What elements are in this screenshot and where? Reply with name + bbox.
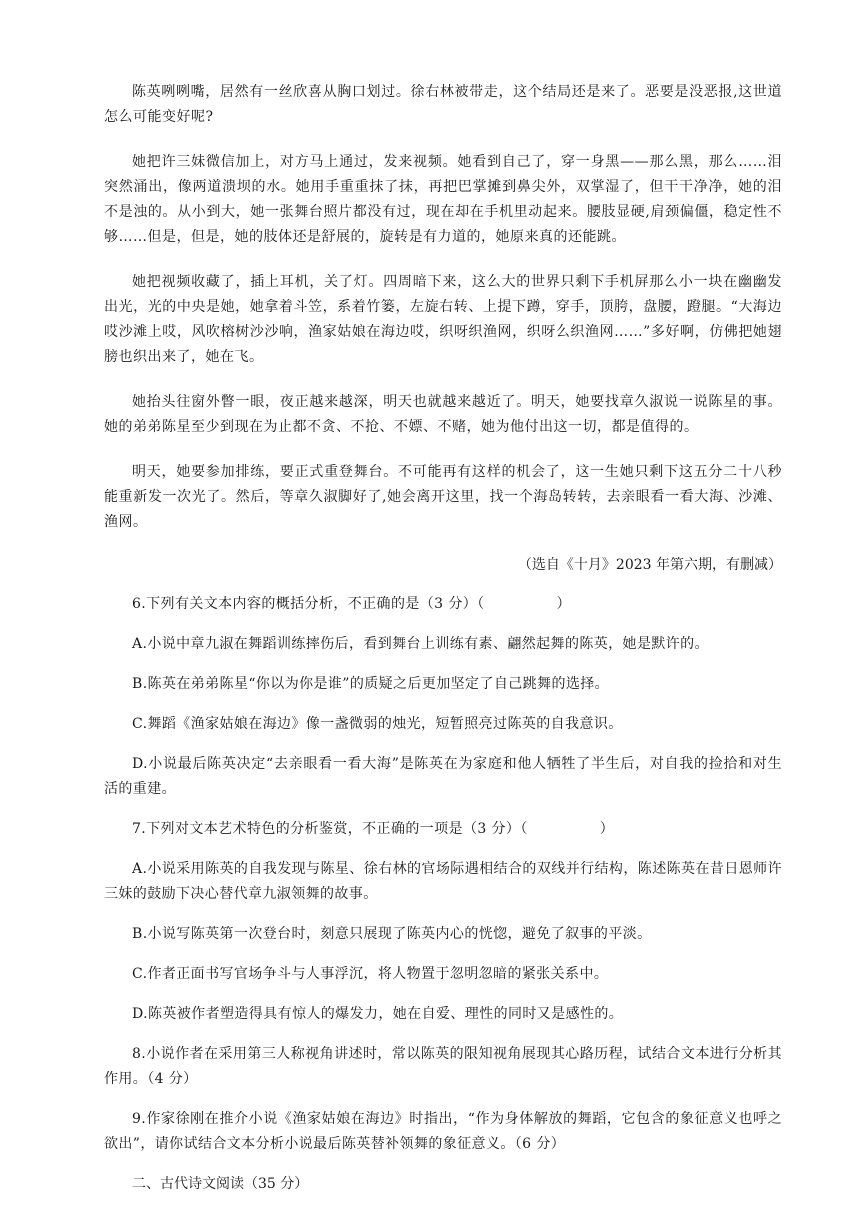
question-6-option-c: C.舞蹈《渔家姑娘在海边》像一盏微弱的烛光，短暂照亮过陈英的自我意识。 [132, 716, 623, 732]
question-6-option-b: B.陈英在弟弟陈星“你以为你是谁”的质疑之后更加坚定了自己跳舞的选择。 [132, 676, 610, 692]
story-paragraph-1: 陈英咧咧嘴，居然有一丝欣喜从胸口划过。徐右林被带走，这个结局还是来了。恶要是没恶报,这世道怎么可能变好呢? [104, 84, 782, 125]
story-paragraph-4: 她抬头往窗外瞥一眼，夜正越来越深，明天也就越来越近了。明天，她要找章久淑说一说陈星的事。她的弟弟陈星至少到现在为止都不贪、不抢、不嫖、不赌，她为他付出这一切，都是值得的。 [104, 394, 782, 435]
question-7-option-a: A.小说采用陈英的自我发现与陈星、徐右林的官场际遇相结合的双线并行结构，陈述陈英在昔日恩师许三妹的鼓励下决心替代章九淑领舞的故事。 [104, 861, 782, 902]
question-7-stem: 7.下列对文本艺术特色的分析鉴赏，不正确的一项是（3 分）（ ） [132, 821, 615, 837]
story-paragraph-5: 明天，她要参加排练，要正式重登舞台。不可能再有这样的机会了，这一生她只剩下这五分二十八秒能重新发一次光了。然后，等章久淑脚好了,她会离开这里，找一个海岛转转，去亲眼看一看大海、沙滩、渔网。 [104, 464, 782, 530]
question-8-stem: 8.小说作者在采用第三人称视角讲述时，常以陈英的限知视角展现其心路历程，试结合文本进行分析其作用。（4 分） [104, 1046, 782, 1087]
story-paragraph-2: 她把许三妹微信加上，对方马上通过，发来视频。她看到自己了，穿一身黑——那么黑，那么……泪突然涌出，像两道溃坝的水。她用手重重抹了抹，再把巴掌摊到鼻尖外，双掌湿了，但干干净净，她的泪不是浊的。从小到大，她一张舞台照片都没有过，现在却在手机里动起来。腰肢显硬,肩颈偏僵，稳定性不够……但是，但是，她的肢体还是舒展的，旋转是有力道的，她原来真的还能跳。 [104, 154, 782, 245]
section-heading: 二、古代诗文阅读（35 分） [132, 1176, 309, 1192]
question-6-option-d: D.小说最后陈英决定“去亲眼看一看大海”是陈英在为家庭和他人牺牲了半生后，对自我的捡拾和对生活的重建。 [104, 756, 782, 797]
story-paragraph-3: 她把视频收藏了，插上耳机，关了灯。四周暗下来，这么大的世界只剩下手机屏那么小一块在幽幽发出光，光的中央是她，她拿着斗笠，系着竹篓，左旋右转、上提下蹲，穿手，顶胯，盘腰，蹬腿。“大海边哎沙滩上哎，风吹榕树沙沙响，渔家姑娘在海边哎，织呀织渔网，织呀么织渔网……”多好啊，仿佛把她翅膀也织出来了，她在飞。 [104, 274, 782, 365]
question-7-option-c: C.作者正面书写官场争斗与人事浮沉，将人物置于忽明忽暗的紧张关系中。 [132, 966, 609, 982]
question-9-stem: 9.作家徐刚在推介小说《渔家姑娘在海边》时指出，“作为身体解放的舞蹈，它包含的象征意义也呼之欲出”，请你试结合文本分析小说最后陈英替补领舞的象征意义。（6 分） [104, 1111, 782, 1152]
question-6-stem: 6.下列有关文本内容的概括分析，不正确的是（3 分）（ ） [132, 596, 571, 612]
question-6-option-a: A.小说中章九淑在舞蹈训练摔伤后，看到舞台上训练有素、翩然起舞的陈英，她是默许的。 [132, 636, 709, 652]
source-citation: （选自《十月》2023 年第六期，有删减） [517, 557, 782, 573]
question-7-option-b: B.小说写陈英第一次登台时，刻意只展现了陈英内心的恍惚，避免了叙事的平淡。 [132, 926, 652, 942]
question-7-option-d: D.陈英被作者塑造得具有惊人的爆发力，她在自爱、理性的同时又是感性的。 [132, 1006, 624, 1022]
